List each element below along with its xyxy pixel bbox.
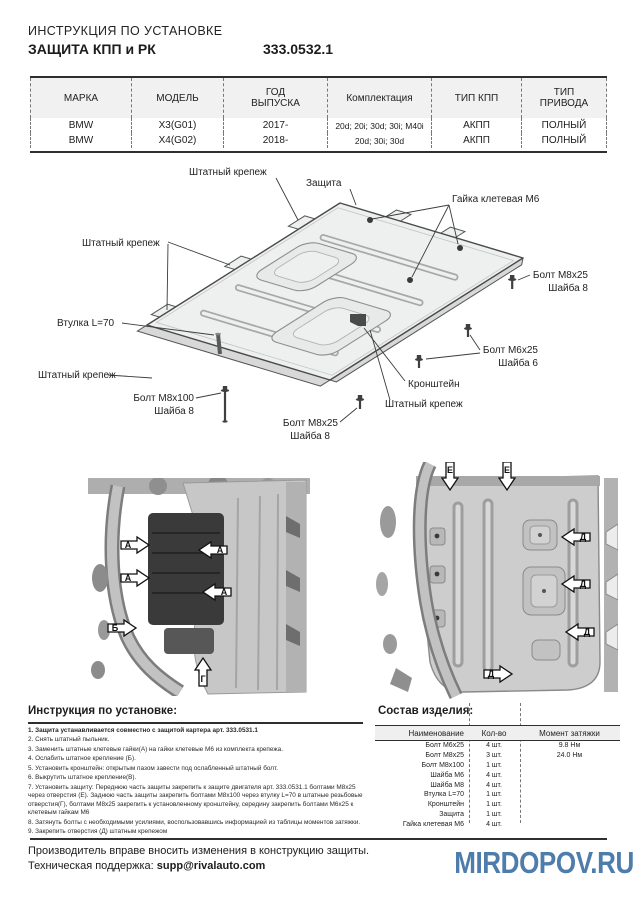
instruction-step: 9. Закрепить отверстия (Д) штатным крепежом: [28, 827, 168, 835]
svg-text:Б: Б: [111, 623, 119, 634]
product-title: ЗАЩИТА КПП и РК: [28, 41, 156, 57]
parts-table: [375, 725, 620, 829]
label-standard-fastener-br: Штатный крепеж: [385, 399, 463, 410]
cage-nut-point: [457, 245, 463, 251]
svg-text:Г: Г: [200, 674, 206, 684]
instructions-divider: [28, 722, 363, 724]
svg-text:Е: Е: [446, 465, 454, 475]
col-drive: ТИП ПРИВОДА: [522, 78, 607, 118]
col-year: ГОД ВЫПУСКА: [224, 78, 328, 118]
manufacturer-note: Производитель вправе вносить изменения в конструкцию защиты.: [28, 845, 370, 857]
photo-fastening-points: [88, 478, 310, 696]
installation-diagram: [0, 158, 636, 458]
label-bolt-m8x25-bottom: Болт М8х25: [282, 418, 338, 429]
marker-arrow-a: [121, 570, 149, 586]
doc-type-title: ИНСТРУКЦИЯ ПО УСТАНОВКЕ: [28, 24, 223, 38]
support-line: [28, 860, 265, 872]
bolt-m6x25-icon: [415, 355, 423, 368]
instruction-step: 4. Ослабить штатное крепление (Б).: [28, 755, 136, 763]
instruction-step: 3. Заменить штатные клетевые гайки(А) на гайки клетевые М6 из комплекта крепежа.: [28, 745, 283, 753]
parts-row: Шайба М6 4 шт.: [430, 771, 502, 779]
label-bolt-m6x25: Болт М6х25: [482, 345, 538, 356]
label-bracket: Кронштейн: [408, 379, 460, 390]
label-standard-fastener-bl: Штатный крепеж: [38, 370, 116, 381]
parts-title: Состав изделия:: [378, 705, 474, 717]
instruction-step: 8. Затянуть болты с необходимыми усилиями, воспользовавшись информацией из таблицы моментов затяжки.: [28, 818, 361, 826]
bolt-m6x25-icon: [464, 324, 472, 337]
vehicle-table-header: [30, 78, 607, 118]
vehicle-table-body: [30, 118, 607, 151]
parts-row: Гайка клетевая М6 4 шт.: [402, 820, 502, 828]
parts-row: Болт М6х25 4 шт. 9.8 Нм: [425, 742, 581, 750]
svg-text:Д: Д: [579, 532, 587, 543]
parts-row: Защита 1 шт.: [439, 810, 502, 818]
col-brand: МАРКА: [30, 78, 132, 118]
svg-text:Д: Д: [487, 669, 495, 680]
guard-plate: [127, 193, 540, 388]
instruction-step: 2. Снять штатный пыльник.: [28, 736, 110, 744]
instruction-step: 6. Выкрутить штатное крепление(В).: [28, 774, 137, 782]
label-standard-fastener-top: Штатный крепеж: [189, 167, 267, 178]
support-email: supp@rivalauto.com: [156, 860, 266, 872]
label-washer8-bottom: Шайба 8: [290, 431, 330, 442]
marker-arrow-a: [121, 537, 149, 553]
parts-table-header: Наименование Кол-во Момент затяжки: [375, 726, 620, 741]
bolt-m8x100-icon: [221, 386, 229, 423]
label-washer6: Шайба 6: [498, 358, 538, 369]
support-label: Техническая поддержка:: [28, 860, 154, 872]
parts-row: Болт М8х100 1 шт.: [421, 761, 502, 769]
instruction-step: 7. Установить защиту: Переднюю часть защиты закрепить к защите двигателя арт. 333.0531.1 болтами М8х25 через отверстия (Е). Заднюю часть защиты закрепить болтами М8х100 через втулку L=70 в штатные резьбовые отверстия(Г), болтами М8х25 закрепить к установленному кронштейну, середину закрепить болтами М6х25 к клетевым гайкам М6: [28, 783, 363, 817]
label-cage-nut: Гайка клетевая М6: [452, 194, 540, 205]
parts-row: Шайба М8 4 шт.: [430, 781, 502, 789]
col-model: МОДЕЛЬ: [132, 78, 224, 118]
vehicle-table: [30, 76, 607, 153]
instruction-step: 1. Защита устанавливается совместно с защитой картера арт. 333.0531.1: [28, 727, 258, 734]
parts-row: Болт М8х25 3 шт. 24.0 Нм: [425, 752, 583, 760]
cage-nut-point: [367, 217, 373, 223]
label-washer8-right: Шайба 8: [548, 283, 588, 294]
label-standard-fastener-left: Штатный крепеж: [82, 238, 160, 249]
label-bolt-m8x25-right: Болт М8х25: [532, 270, 588, 281]
instruction-step: 5. Установить кронштейн: открытым пазом завести под ослабленный штатный болт.: [28, 764, 279, 772]
photo-guard-installed: [368, 462, 618, 700]
svg-text:А: А: [124, 540, 132, 551]
label-bolt-m8x100: Болт М8х100: [133, 393, 194, 404]
bolt-m8x25-bottom-icon: [356, 395, 364, 409]
table-row: BMW X4(G02) 2018- 20d; 30i; 30d АКПП ПОЛНЫЙ: [30, 133, 607, 151]
parts-row: Втулка L=70 1 шт.: [424, 791, 502, 799]
label-bushing: Втулка L=70: [57, 318, 115, 329]
part-number: 333.0532.1: [263, 41, 334, 57]
parts-row: Кронштейн 1 шт.: [427, 801, 502, 809]
svg-text:А: А: [124, 573, 132, 584]
svg-text:Д: Д: [583, 627, 591, 638]
col-gearbox: ТИП КПП: [432, 78, 522, 118]
svg-text:Е: Е: [503, 465, 511, 475]
label-washer8-m8x100: Шайба 8: [154, 406, 194, 417]
svg-text:А: А: [216, 545, 224, 556]
col-trim: Комплектация: [328, 78, 432, 118]
svg-text:Д: Д: [579, 579, 587, 590]
instructions-list: [28, 727, 366, 837]
footer-divider: [30, 838, 607, 840]
svg-text:А: А: [220, 587, 228, 598]
cage-nut-point: [407, 277, 413, 283]
transmission-block: [148, 513, 224, 625]
table-row: BMW X3(G01) 2017- 20d; 20i; 30d; 30i; M40i АКПП ПОЛНЫЙ: [30, 118, 607, 133]
instructions-title: Инструкция по установке:: [28, 705, 178, 717]
bolt-m8x25-right-icon: [508, 275, 516, 289]
label-guard: Защита: [306, 178, 342, 189]
watermark-logo: MIRDOPOV.RU: [454, 845, 634, 880]
